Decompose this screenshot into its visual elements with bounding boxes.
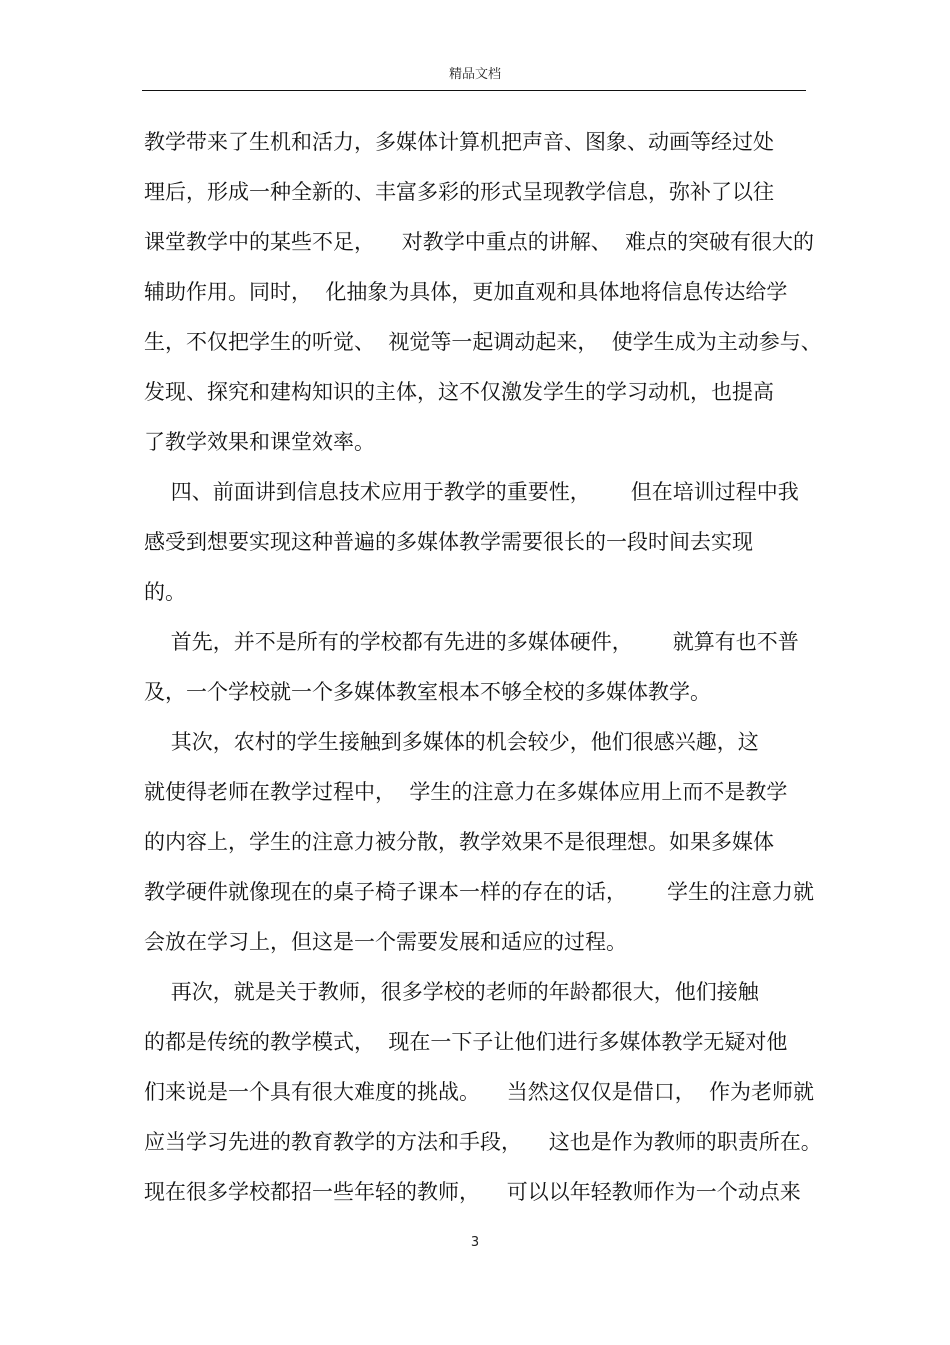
- text-line: 生，不仅把学生的听觉、 视觉等一起调动起来， 使学生成为主动参与、: [144, 330, 822, 354]
- text-line: 感受到想要实现这种普遍的多媒体教学需要很长的一段时间去实现: [144, 530, 753, 554]
- text-line: 发现、探究和建构知识的主体，这不仅激发学生的学习动机，也提高: [144, 380, 774, 404]
- text-line: 现在很多学校都招一些年轻的教师， 可以以年轻教师作为一个动点来: [144, 1180, 801, 1204]
- text-line: 四、前面讲到信息技术应用于教学的重要性， 但在培训过程中我: [144, 480, 799, 504]
- header-divider: [142, 90, 806, 91]
- document-body: [144, 123, 824, 1223]
- text-line: 了教学效果和课堂效率。: [144, 430, 375, 454]
- text-line: 就使得老师在教学过程中， 学生的注意力在多媒体应用上而不是教学: [144, 780, 788, 804]
- text-line: 的。: [144, 580, 186, 604]
- page-header-title: 精品文档: [448, 67, 501, 82]
- text-line: 理后，形成一种全新的、丰富多彩的形式呈现教学信息，弥补了以往: [144, 180, 774, 204]
- page-number: 3: [470, 1235, 480, 1250]
- text-line: 教学带来了生机和活力，多媒体计算机把声音、图象、动画等经过处: [144, 130, 774, 154]
- text-line: 的都是传统的教学模式， 现在一下子让他们进行多媒体教学无疑对他: [144, 1030, 788, 1054]
- text-line: 的内容上，学生的注意力被分散，教学效果不是很理想。如果多媒体: [144, 830, 774, 854]
- text-line: 会放在学习上，但这是一个需要发展和适应的过程。: [144, 930, 627, 954]
- text-line: 教学硬件就像现在的桌子椅子课本一样的存在的话， 学生的注意力就: [144, 880, 815, 904]
- text-line: 其次，农村的学生接触到多媒体的机会较少，他们很感兴趣，这: [144, 730, 759, 754]
- text-line: 辅助作用。同时， 化抽象为具体，更加直观和具体地将信息传达给学: [144, 280, 788, 304]
- text-line: 及，一个学校就一个多媒体教室根本不够全校的多媒体教学。: [144, 680, 711, 704]
- text-line: 应当学习先进的教育教学的方法和手段， 这也是作为教师的职责所在。: [144, 1130, 822, 1154]
- text-line: 再次，就是关于教师，很多学校的老师的年龄都很大，他们接触: [144, 980, 759, 1004]
- text-line: 首先，并不是所有的学校都有先进的多媒体硬件， 就算有也不普: [144, 630, 799, 654]
- text-line: 课堂教学中的某些不足， 对教学中重点的讲解、 难点的突破有很大的: [144, 230, 815, 254]
- text-line: 们来说是一个具有很大难度的挑战。 当然这仅仅是借口， 作为老师就: [144, 1080, 815, 1104]
